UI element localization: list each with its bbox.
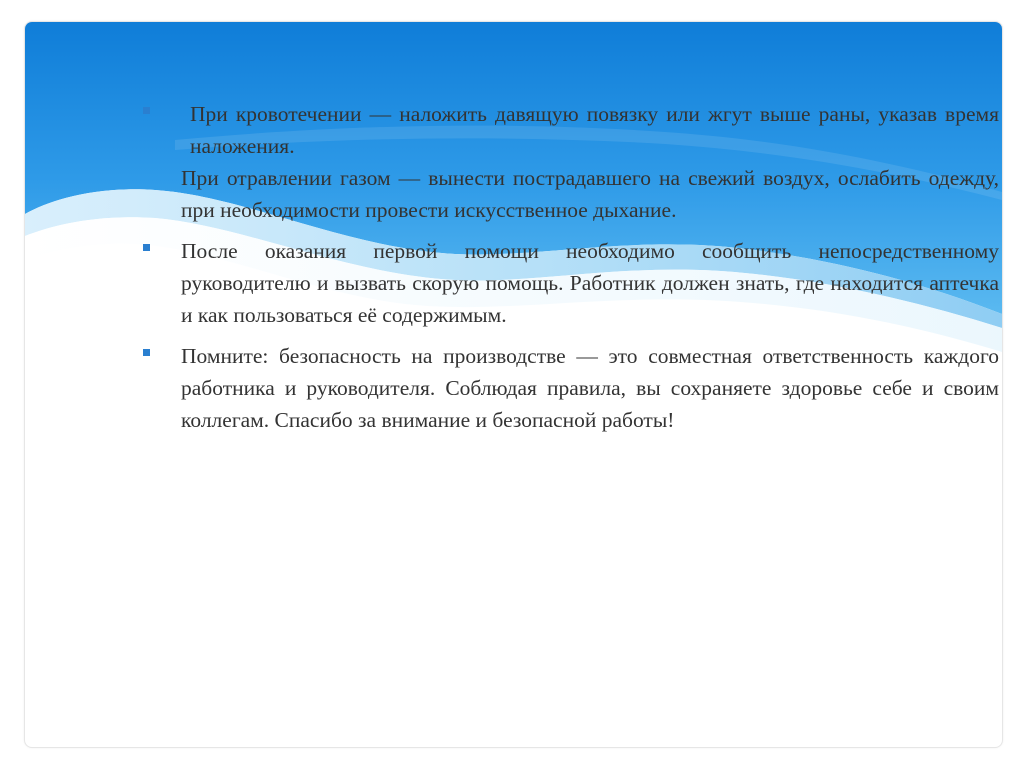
square-bullet-icon (143, 244, 150, 251)
presentation-slide (24, 21, 1003, 748)
list-item (143, 235, 999, 331)
bullet-line-gas-poisoning: При отравлении газом — вынести пострадавшего на свежий воздух, ослабить одежду, при необходимости провести искусственное дыхание. (181, 166, 999, 222)
bullet-text-remember: Помните: безопасность на производстве — это совместная ответственность каждого работника и руководителя. Соблюдая правила, вы сохраняете здоровье себе и своим коллегам. Спасибо за внимание и безопасной работы! (181, 344, 999, 432)
list-item (143, 98, 999, 226)
bullet-text-after-aid: После оказания первой помощи необходимо сообщить непосредственному руководителю и вызвать скорую помощь. Работник должен знать, где находится аптечка и как пользоваться её содержимым. (181, 239, 999, 327)
square-bullet-icon (143, 349, 150, 356)
bullet-list (143, 98, 999, 436)
square-bullet-icon (143, 107, 150, 114)
list-item (143, 340, 999, 436)
bullet-line-bleeding: При кровотечении — наложить давящую повязку или жгут выше раны, указав время наложения. (190, 102, 999, 158)
